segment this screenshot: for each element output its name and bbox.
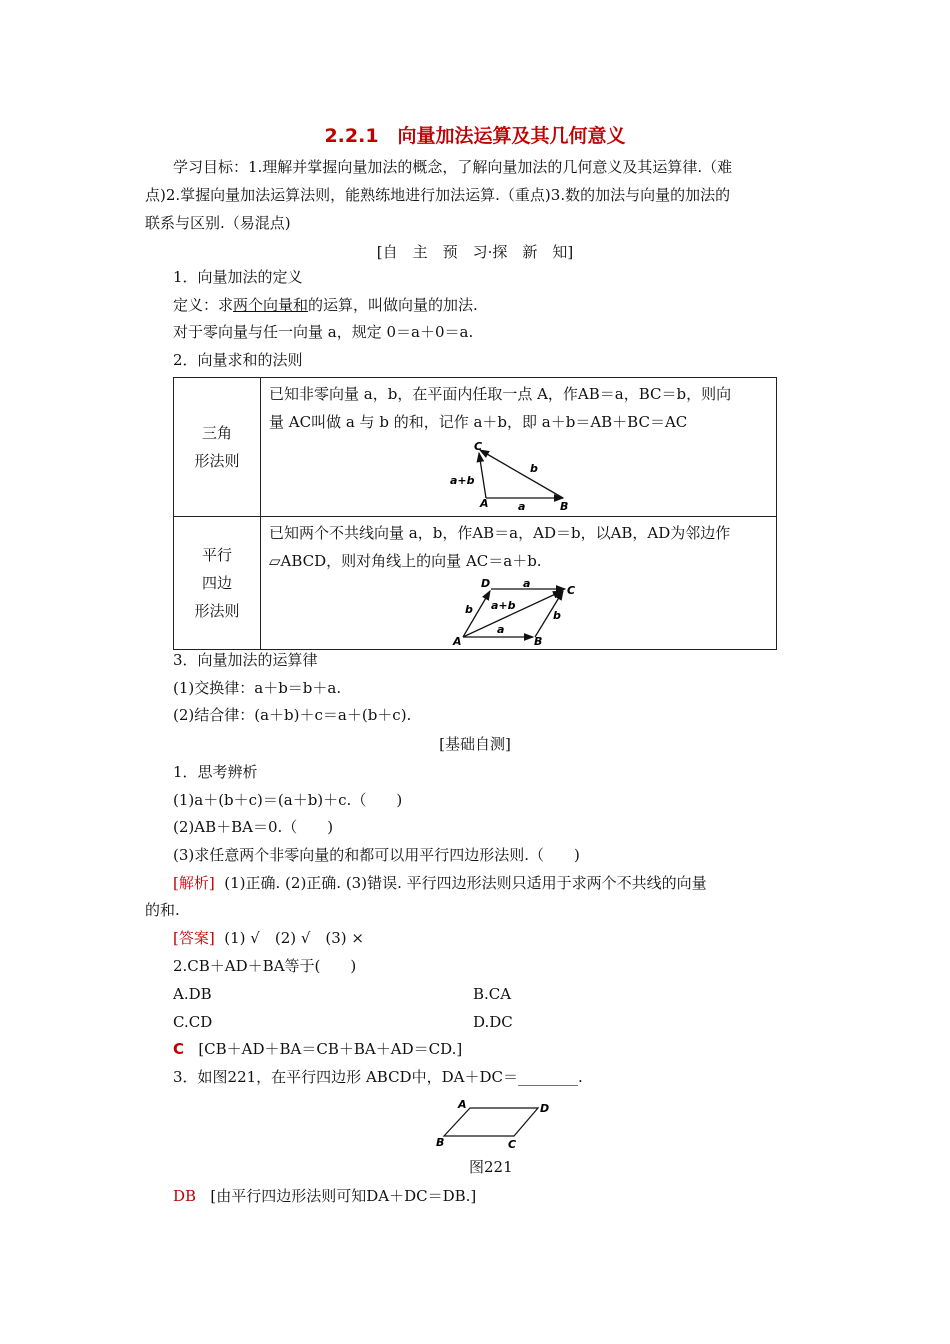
label-a-top: a xyxy=(523,579,531,590)
label-A: A xyxy=(453,635,462,647)
definition-pre: 定义：求 xyxy=(173,296,234,314)
vector-b xyxy=(480,450,563,498)
objectives-line-1: 学习目标：1.理解并掌握向量加法的概念，了解向量加法的几何意义及其运算律.（难 xyxy=(173,158,733,176)
answer-tag: [答案] xyxy=(173,929,215,947)
objectives-line-3: 联系与区别.（易混点) xyxy=(145,214,291,232)
triangle-text-1: 已知非零向量 a，b，在平面内任取一点 A，作AB＝a，BC＝b，则向 xyxy=(269,385,732,403)
parallelogram-label-2: 四边 xyxy=(201,574,232,592)
page-title: 2.2.1 向量加法运算及其几何意义 xyxy=(324,125,626,147)
triangle-rule-label xyxy=(174,378,261,517)
q2-option-c: C.CD xyxy=(173,1013,213,1031)
q2-answer xyxy=(173,1039,462,1059)
associative-law: (2)结合律：(a＋b)＋c＝a＋(b＋c). xyxy=(173,706,412,724)
label-a-plus-b: a+b xyxy=(491,599,516,612)
triangle-label-1: 三角 xyxy=(201,424,232,442)
label-b-right: b xyxy=(553,609,561,622)
test-header: [基础自测] xyxy=(439,735,511,753)
triangle-rule-text xyxy=(261,378,776,438)
triangle-rule-content xyxy=(261,378,777,517)
q1-item-2: (2)AB＋BA＝0.（ ) xyxy=(173,818,334,836)
section-1-title: 1．向量加法的定义 xyxy=(173,268,303,286)
label-A: A xyxy=(458,1098,467,1111)
triangle-label-2: 形法则 xyxy=(194,452,240,470)
q3-stem: 3．如图221，在平行四边形 ABCD中，DA＋DC＝________. xyxy=(173,1068,583,1086)
q3-explanation: [由平行四边形法则可知DA＋DC＝DB.] xyxy=(210,1187,477,1205)
label-a-bottom: a xyxy=(497,623,505,636)
q2-option-b: B.CA xyxy=(473,985,512,1003)
definition-post: 的运算，叫做向量的加法. xyxy=(308,296,478,314)
q3-parallelogram-figure xyxy=(432,1096,556,1152)
parallelogram-rule-figure xyxy=(451,579,591,647)
label-D: D xyxy=(540,1102,550,1115)
rules-table xyxy=(173,377,777,650)
parallelogram-rule-label xyxy=(174,517,261,650)
label-D: D xyxy=(481,579,491,590)
q1-analysis xyxy=(173,873,707,893)
triangle-rule-figure xyxy=(446,440,596,516)
zero-vector-rule: 对于零向量与任一向量 a，规定 0＝a＋0＝a. xyxy=(173,323,474,341)
q2-option-a: A.DB xyxy=(173,985,212,1003)
commutative-law: (1)交换律：a＋b＝b＋a. xyxy=(173,679,342,697)
q2-explanation: [CB＋AD＋BA＝CB＋BA＋AD＝CD.] xyxy=(198,1040,463,1058)
parallelogram-rule-text xyxy=(261,517,776,577)
q3-answer xyxy=(173,1186,476,1206)
parallelogram-rule-row xyxy=(174,517,777,650)
label-A: A xyxy=(480,497,489,510)
label-a-plus-b: a+b xyxy=(450,474,475,487)
parallelogram-label-1: 平行 xyxy=(201,546,232,564)
q1-item-3: (3)求任意两个非零向量的和都可以用平行四边形法则.（ ) xyxy=(173,846,580,864)
vector-AC xyxy=(463,591,562,637)
q3-figure-caption: 图221 xyxy=(469,1158,513,1176)
label-a: a xyxy=(518,500,526,513)
section-3-title: 3．向量加法的运算律 xyxy=(173,651,318,669)
label-C: C xyxy=(474,440,483,453)
q1-title: 1．思考辨析 xyxy=(173,763,258,781)
analysis-text: (1)正确. (2)正确. (3)错误. 平行四边形法则只适用于求两个不共线的向量 xyxy=(224,874,707,892)
definition xyxy=(173,295,478,315)
vector-a-plus-b xyxy=(479,453,486,498)
q3-answer-value: DB xyxy=(173,1187,197,1205)
section-2-title: 2．向量求和的法则 xyxy=(173,351,303,369)
triangle-rule-row xyxy=(174,378,777,517)
q2-answer-letter: C xyxy=(173,1040,185,1058)
label-B: B xyxy=(534,635,543,647)
label-B: B xyxy=(436,1136,445,1149)
answer-text: (1) √ (2) √ (3) × xyxy=(224,929,364,947)
q1-answer xyxy=(173,928,364,948)
parallelogram-rule-content xyxy=(261,517,777,650)
label-C: C xyxy=(567,584,576,597)
parallelogram-shape xyxy=(444,1108,538,1136)
parallelogram-label-3: 形法则 xyxy=(194,602,240,620)
parallelogram-text-2: ▱ABCD，则对角线上的向量 AC＝a＋b. xyxy=(269,552,542,570)
parallelogram-text-1: 已知两个不共线向量 a，b，作AB＝a，AD＝b，以AB，AD为邻边作 xyxy=(269,524,731,542)
q2-option-d: D.DC xyxy=(473,1013,513,1031)
q2-stem: 2.CB＋AD＋BA等于( ) xyxy=(173,957,357,975)
q1-item-1: (1)a＋(b＋c)＝(a＋b)＋c.（ ) xyxy=(173,791,403,809)
triangle-text-2: 量 AC叫做 a 与 b 的和，记作 a＋b，即 a＋b＝AB＋BC＝AC xyxy=(269,413,688,431)
analysis-tag: [解析] xyxy=(173,874,215,892)
definition-underlined: 两个向量和 xyxy=(233,296,309,314)
objectives-line-2: 点)2.掌握向量加法运算法则，能熟练地进行加法运算.（重点)3.数的加法与向量的加法的 xyxy=(145,186,731,204)
q1-analysis-cont: 的和. xyxy=(145,901,180,919)
label-B: B xyxy=(560,500,569,513)
label-b: b xyxy=(530,462,538,475)
label-C: C xyxy=(508,1138,517,1151)
label-b-left: b xyxy=(465,603,473,616)
preview-header: [自 主 预 习·探 新 知] xyxy=(376,243,574,261)
